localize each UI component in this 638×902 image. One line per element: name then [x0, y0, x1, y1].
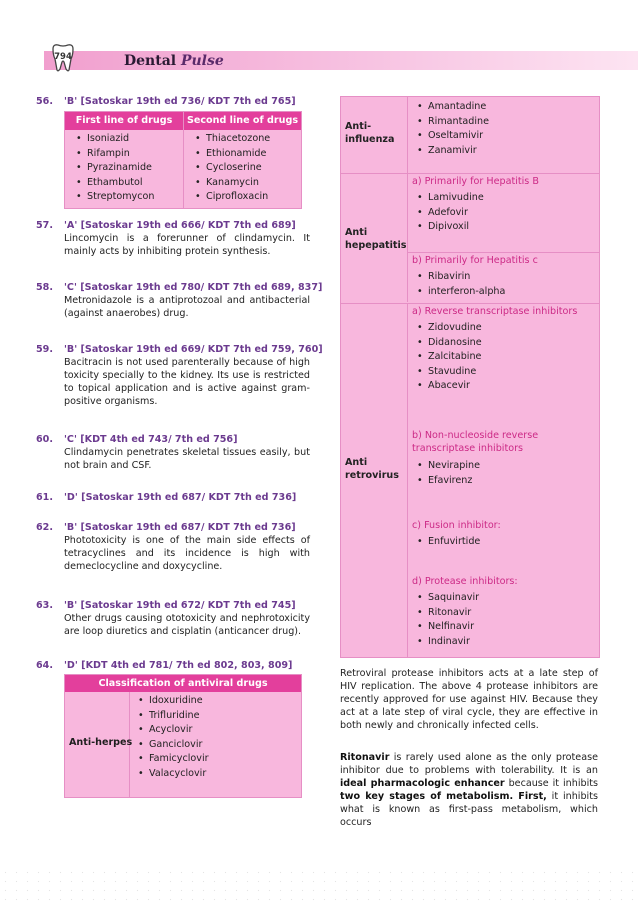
- question-number: 60.: [36, 434, 53, 445]
- row-label: Anti- influenza: [345, 121, 395, 145]
- question-59: [36, 344, 323, 409]
- question-number: 62.: [36, 522, 53, 533]
- list-item: • Indinavir: [414, 636, 479, 651]
- table-header: First line of drugs: [65, 112, 183, 130]
- answer-ref: 'D' [Satoskar 19th ed 687/ KDT 7th ed 736]: [64, 492, 297, 503]
- antiviral-table-continued: [340, 96, 600, 658]
- question-57: [36, 220, 310, 259]
- answer-ref: 'B' [Satoskar 19th ed 672/ KDT 7th ed 745]: [64, 600, 296, 611]
- list-item: • Isoniazid: [73, 133, 154, 148]
- hepatitis-b-list: [414, 192, 484, 236]
- list-item: • Abacevir: [414, 380, 482, 395]
- list-item: • Adefovir: [414, 207, 484, 222]
- subheading: b) Non-nucleoside reverse transcriptase inhibitors: [412, 430, 539, 454]
- protease-inhibitor-list: [414, 592, 479, 650]
- explanation: Bacitracin is not used parenterally because of high toxicity specially to the kidney. Its use is restricted to topical application and is active against gram-positive organisms.: [64, 356, 310, 407]
- list-item: • Stavudine: [414, 366, 482, 381]
- list-item: • Ganciclovir: [135, 739, 209, 754]
- list-item: • Kanamycin: [192, 177, 270, 192]
- question-61: [36, 492, 310, 505]
- list-item: • Zanamivir: [414, 145, 489, 160]
- explanation: Other drugs causing ototoxicity and nephrotoxicity are loop diuretics and cisplatin (anticancer drug).: [64, 612, 310, 637]
- table-header: Classification of antiviral drugs: [65, 675, 301, 692]
- explanation: Phototoxicity is one of the main side effects of tetracyclines and its incidence is high with demeclocycline and doxycycline.: [64, 534, 310, 572]
- answer-ref: 'C' [Satoskar 19th ed 780/ KDT 7th ed 689, 837]: [64, 282, 323, 293]
- question-number: 63.: [36, 600, 53, 611]
- second-line-list: [192, 133, 270, 206]
- antiviral-table: [64, 674, 302, 798]
- question-60: [36, 434, 310, 473]
- list-item: • Didanosine: [414, 337, 482, 352]
- list-item: • Ciprofloxacin: [192, 191, 270, 206]
- answer-ref: 'D' [KDT 4th ed 781/ 7th ed 802, 803, 809]: [64, 660, 293, 671]
- first-line-list: [73, 133, 154, 206]
- subheading: b) Primarily for Hepatitis c: [412, 255, 538, 266]
- explanation: Clindamycin penetrates skeletal tissues easily, but not brain and CSF.: [64, 446, 310, 471]
- list-item: • Acyclovir: [135, 724, 209, 739]
- question-56: [36, 96, 296, 109]
- list-item: • Oseltamivir: [414, 130, 489, 145]
- question-58: [36, 282, 323, 321]
- page-texture: [0, 868, 638, 902]
- list-item: • Idoxuridine: [135, 695, 209, 710]
- nnrti-list: [414, 460, 480, 489]
- question-number: 59.: [36, 344, 53, 355]
- answer-ref: 'C' [KDT 4th ed 743/ 7th ed 756]: [64, 434, 238, 445]
- tb-drugs-table: [64, 111, 302, 209]
- paragraph-ritonavir: Ritonavir is rarely used alone as the only protease inhibitor due to problems with tolerability. It is an ideal pharmacologic enhancer because it inhibits two key stages of metabolism. First, it inhibits what is known as first-pass metabolism, which occurs: [340, 752, 598, 828]
- list-item: • Nevirapine: [414, 460, 480, 475]
- list-item: • Rimantadine: [414, 116, 489, 131]
- list-item: • Saquinavir: [414, 592, 479, 607]
- list-item: • Efavirenz: [414, 475, 480, 490]
- list-item: • Amantadine: [414, 101, 489, 116]
- list-item: • Valacyclovir: [135, 768, 209, 783]
- fusion-inhibitor-list: [414, 536, 480, 551]
- hepatitis-c-list: [414, 271, 505, 300]
- row-label: Anti-herpes: [69, 737, 133, 748]
- subheading: a) Primarily for Hepatitis B: [412, 176, 539, 187]
- list-item: • Zidovudine: [414, 322, 482, 337]
- list-item: • Ritonavir: [414, 607, 479, 622]
- explanation: Metronidazole is a antiprotozoal and antibacterial (against anaerobes) drug.: [64, 294, 310, 319]
- answer-ref: 'B' [Satoskar 19th ed 669/ KDT 7th ed 759, 760]: [64, 344, 323, 355]
- subheading: c) Fusion inhibitor:: [412, 520, 501, 531]
- list-item: • Cycloserine: [192, 162, 270, 177]
- row-label: Anti retrovirus: [345, 457, 399, 481]
- question-number: 56.: [36, 96, 53, 107]
- list-item: • Ethambutol: [73, 177, 154, 192]
- anti-influenza-list: [414, 101, 489, 159]
- page-number: 794: [54, 52, 72, 62]
- subheading: d) Protease inhibitors:: [412, 576, 518, 587]
- list-item: • interferon-alpha: [414, 286, 505, 301]
- question-number: 58.: [36, 282, 53, 293]
- question-number: 61.: [36, 492, 53, 503]
- list-item: • Enfuvirtide: [414, 536, 480, 551]
- question-62: [36, 522, 310, 574]
- question-number: 64.: [36, 660, 53, 671]
- question-63: [36, 600, 310, 639]
- list-item: • Thiacetozone: [192, 133, 270, 148]
- answer-ref: 'B' [Satoskar 19th ed 736/ KDT 7th ed 765]: [64, 96, 296, 107]
- nrti-list: [414, 322, 482, 395]
- paragraph-protease: Retroviral protease inhibitors acts at a late step of HIV replication. The above 4 protease inhibitors are recently approved for use against HIV. Because they act at a late step of viral cycle, they are effective in both newly and chronically infected cells.: [340, 668, 598, 731]
- list-item: • Streptomycon: [73, 191, 154, 206]
- row-label: Anti hepepatitis: [345, 227, 407, 251]
- question-64: [36, 660, 310, 673]
- list-item: • Lamivudine: [414, 192, 484, 207]
- list-item: • Nelfinavir: [414, 621, 479, 636]
- table-header: Second line of drugs: [184, 112, 301, 130]
- list-item: • Zalcitabine: [414, 351, 482, 366]
- answer-ref: 'B' [Satoskar 19th ed 687/ KDT 7th ed 736]: [64, 522, 296, 533]
- explanation: Lincomycin is a forerunner of clindamycin. It mainly acts by inhibiting protein synthesis.: [64, 232, 310, 257]
- page-header: [0, 40, 638, 74]
- anti-herpes-list: [135, 695, 209, 782]
- list-item: • Ethionamide: [192, 148, 270, 163]
- list-item: • Trifluridine: [135, 710, 209, 725]
- question-number: 57.: [36, 220, 53, 231]
- list-item: • Rifampin: [73, 148, 154, 163]
- list-item: • Dipivoxil: [414, 221, 484, 236]
- subheading: a) Reverse transcriptase inhibitors: [412, 306, 578, 317]
- list-item: • Famicyclovir: [135, 753, 209, 768]
- list-item: • Ribavirin: [414, 271, 505, 286]
- list-item: • Pyrazinamide: [73, 162, 154, 177]
- answer-ref: 'A' [Satoskar 19th ed 666/ KDT 7th ed 689]: [64, 220, 296, 231]
- page-title: Dental Pulse: [124, 53, 224, 69]
